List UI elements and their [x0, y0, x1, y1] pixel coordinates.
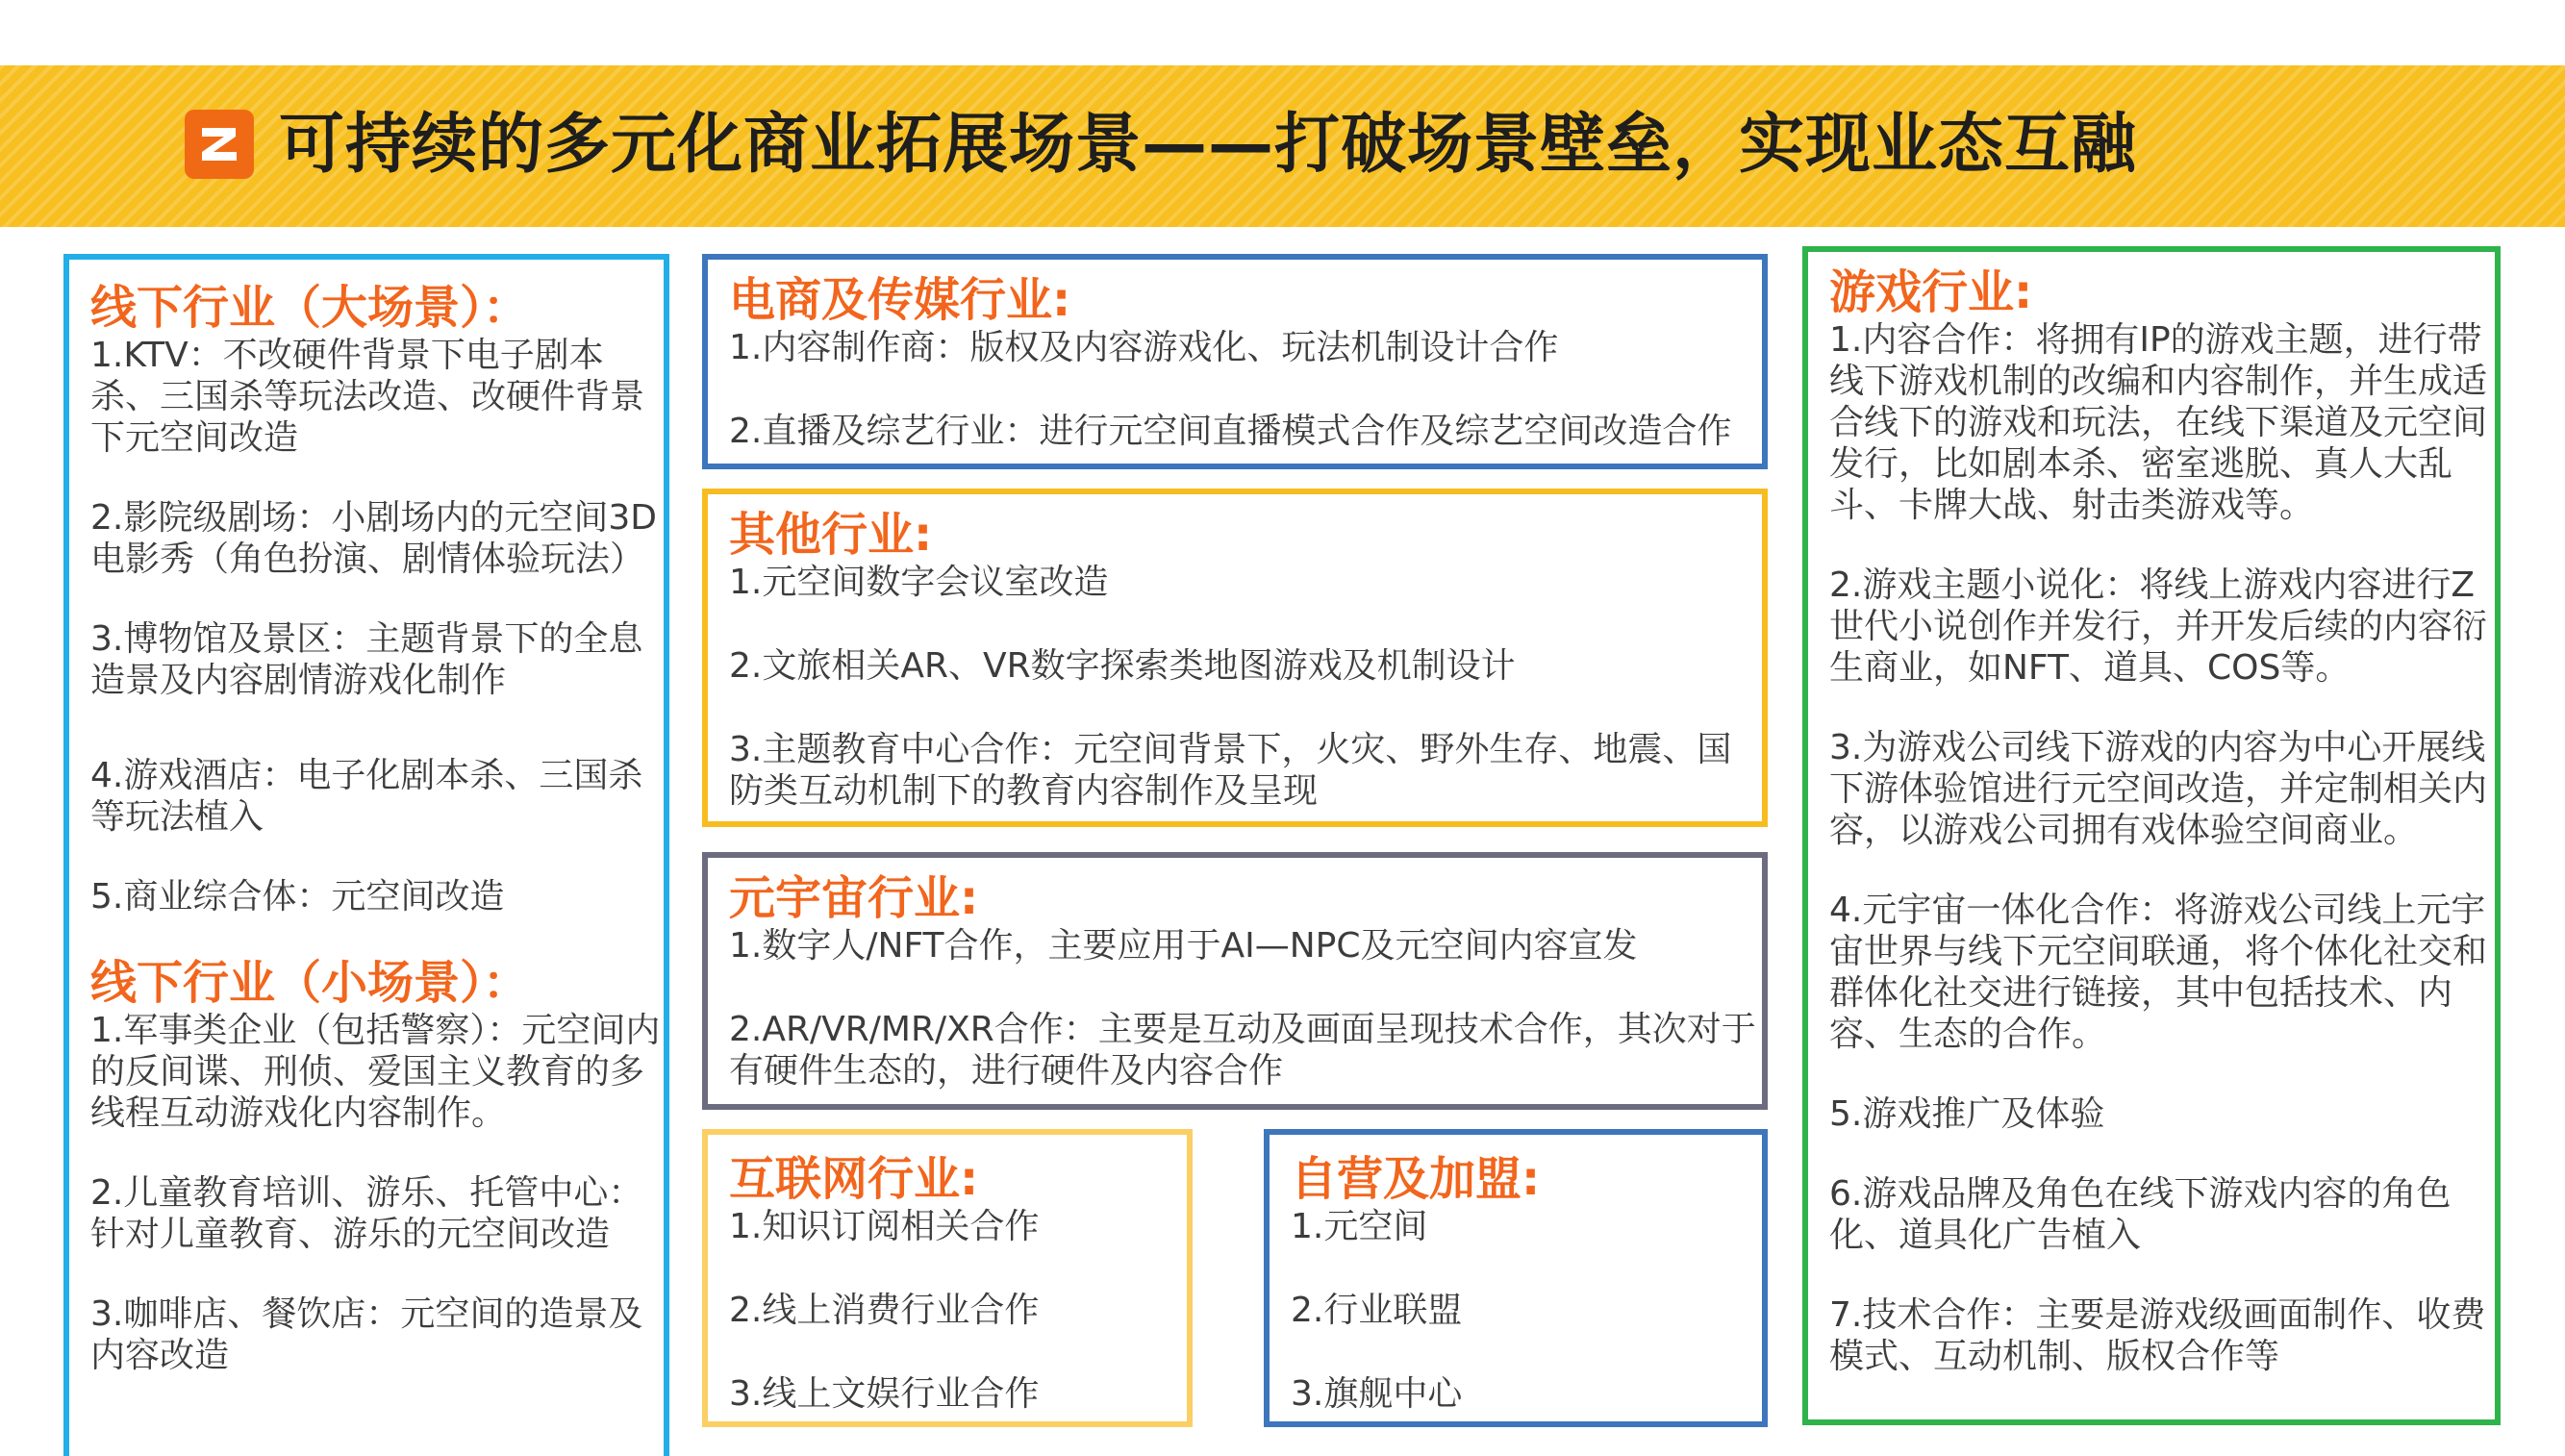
other-title: 其他行业:	[729, 508, 933, 562]
internet-title: 互联网行业:	[729, 1152, 979, 1206]
offline-large-item-theater: 2.影院级剧场：小剧场内的元空间3D电影秀（角色扮演、剧情体验玩法）	[90, 498, 657, 579]
internet-item-knowledge: 1.知识订阅相关合作	[729, 1207, 1040, 1246]
offline-small-item-military: 1.军事类企业（包括警察）：元空间内的反间谍、刑侦、爱国主义教育的多线程互动游戏化内容制作。	[90, 1011, 661, 1133]
game-industry-panel	[1802, 246, 2501, 1425]
offline-large-item-museum: 3.博物馆及景区：主题背景下的全息造景及内容剧情游戏化制作	[90, 619, 643, 700]
self-operated-franchise-panel	[1264, 1129, 1768, 1427]
offline-large-item-mall: 5.商业综合体：元空间改造	[90, 877, 505, 916]
offline-industry-panel	[63, 254, 669, 1456]
z-logo-icon	[185, 110, 254, 179]
game-item-metaverse: 4.元宇宙一体化合作：将游戏公司线上元宇宙世界与线下元空间联通，将个体化社交和群体化社交进行链接，其中包括技术、内容、生态的合作。	[1829, 891, 2488, 1054]
self-operated-item-alliance: 2.行业联盟	[1291, 1291, 1463, 1330]
game-item-technology: 7.技术合作：主要是游戏级画面制作、收费模式、互动机制、版权合作等	[1829, 1295, 2486, 1376]
ecommerce-media-panel	[702, 254, 1768, 469]
self-operated-item-flagship: 3.旗舰中心	[1291, 1374, 1463, 1414]
metaverse-item-nft: 1.数字人/NFT合作，主要应用于AI—NPC及元空间内容宣发	[729, 926, 1638, 966]
game-item-novel: 2.游戏主题小说化：将线上游戏内容进行Z世代小说创作并发行，并开发后续的内容衍生商业，如NFT、道具、COS等。	[1829, 565, 2488, 688]
metaverse-item-xr: 2.AR/VR/MR/XR合作：主要是互动及画面呈现技术合作，其次对于有硬件生态的，进行硬件及内容合作	[729, 1010, 1756, 1091]
metaverse-title: 元宇宙行业:	[729, 871, 979, 925]
offline-small-item-cafe: 3.咖啡店、餐饮店：元空间的造景及内容改造	[90, 1294, 643, 1375]
metaverse-industry-panel	[702, 852, 1768, 1110]
game-item-experience: 3.为游戏公司线下游戏的内容为中心开展线下游体验馆进行元空间改造，并定制相关内容，以游戏公司拥有戏体验空间商业。	[1829, 728, 2488, 850]
other-item-meeting: 1.元空间数字会议室改造	[729, 563, 1109, 602]
offline-large-item-hotel: 4.游戏酒店：电子化剧本杀、三国杀等玩法植入	[90, 756, 643, 837]
other-industry-panel	[702, 489, 1768, 827]
internet-item-entertainment: 3.线上文娱行业合作	[729, 1374, 1040, 1414]
ecommerce-item-live: 2.直播及综艺行业：进行元空间直播模式合作及综艺空间改造合作	[729, 412, 1732, 451]
other-item-education: 3.主题教育中心合作：元空间背景下，火灾、野外生存、地震、国防类互动机制下的教育内容制作及呈现	[729, 730, 1732, 811]
game-title: 游戏行业:	[1829, 265, 2033, 319]
offline-small-item-children: 2.儿童教育培训、游乐、托管中心：针对儿童教育、游乐的元空间改造	[90, 1173, 643, 1254]
ecommerce-item-content: 1.内容制作商：版权及内容游戏化、玩法机制设计合作	[729, 328, 1559, 367]
game-item-content: 1.内容合作：将拥有IP的游戏主题，进行带线下游戏机制的改编和内容制作，并生成适合线下的游戏和玩法，在线下渠道及元空间发行，比如剧本杀、密室逃脱、真人大乱斗、卡牌大战、射击类游戏等。	[1829, 320, 2488, 525]
internet-industry-panel	[702, 1129, 1193, 1427]
offline-small-scene-title: 线下行业（小场景）：	[90, 956, 530, 1010]
self-operated-title: 自营及加盟:	[1291, 1152, 1541, 1206]
internet-item-consumer: 2.线上消费行业合作	[729, 1291, 1040, 1330]
self-operated-item-space: 1.元空间	[1291, 1207, 1428, 1246]
other-item-ar-vr: 2.文旅相关AR、VR数字探索类地图游戏及机制设计	[729, 646, 1516, 686]
offline-large-item-ktv: 1.KTV：不改硬件背景下电子剧本杀、三国杀等玩法改造、改硬件背景下元空间改造	[90, 336, 645, 458]
game-item-promotion: 5.游戏推广及体验	[1829, 1094, 2105, 1134]
ecommerce-title: 电商及传媒行业:	[729, 273, 1071, 327]
offline-large-scene-title: 线下行业（大场景）：	[90, 281, 530, 335]
page-title: 可持续的多元化商业拓展场景——打破场景壁垒，实现业态互融	[279, 107, 2138, 183]
game-item-branding: 6.游戏品牌及角色在线下游戏内容的角色化、道具化广告植入	[1829, 1174, 2452, 1255]
